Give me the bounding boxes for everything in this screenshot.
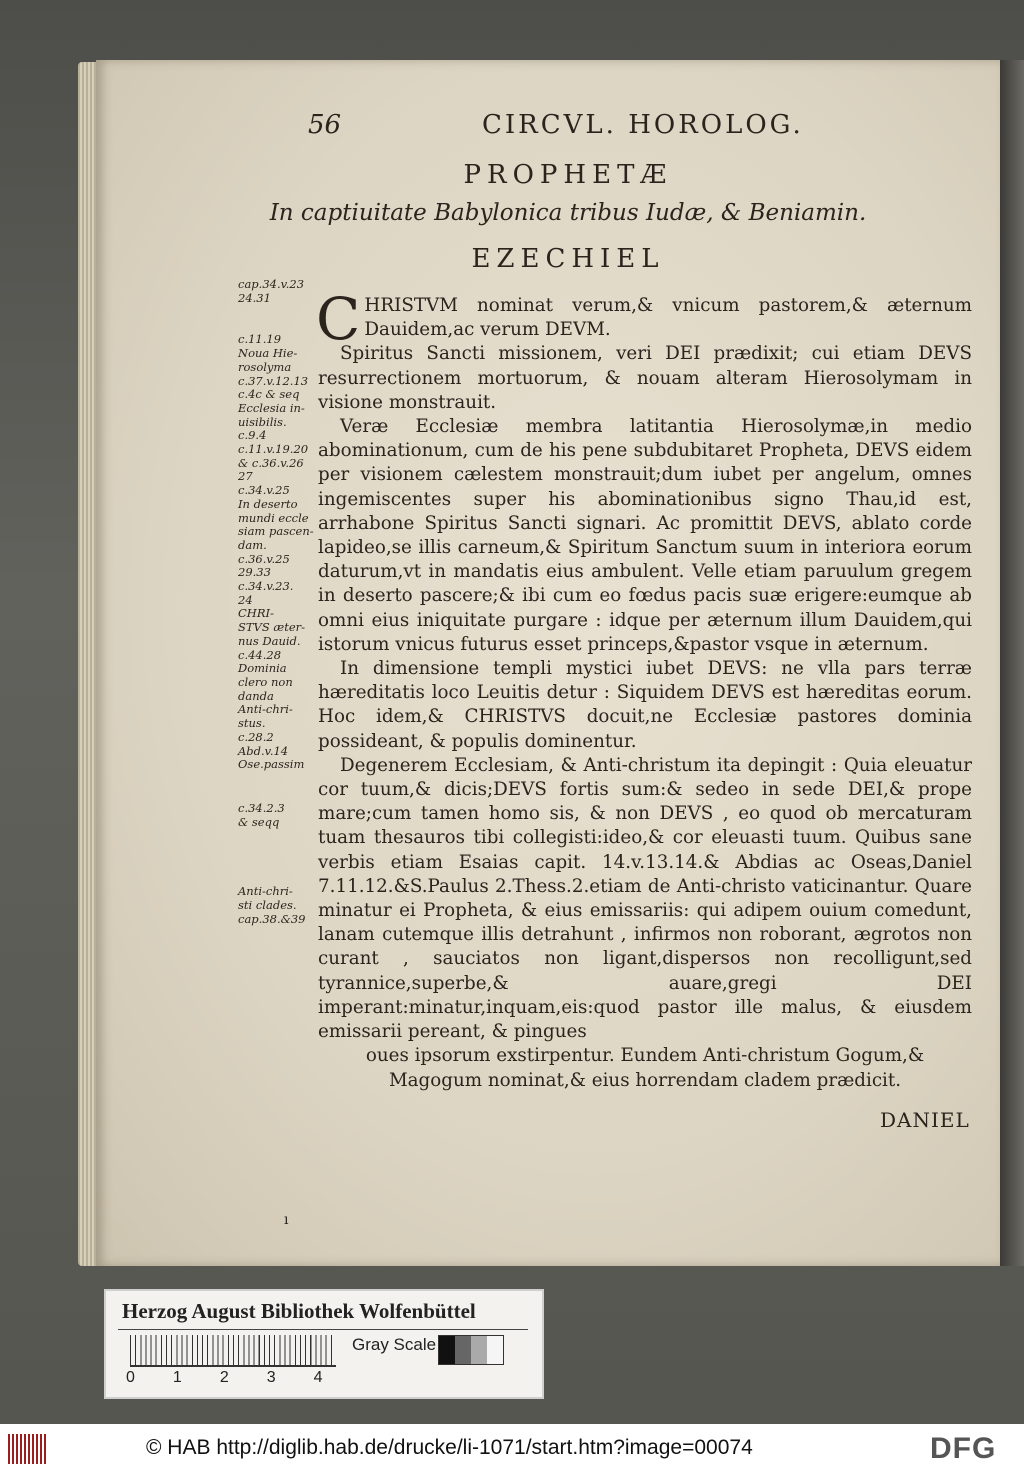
margin-note: Anti-chri- (238, 884, 293, 899)
scale-digit: 2 (219, 1369, 229, 1386)
margin-note: c.34.v.25 (238, 483, 290, 498)
margin-note: cap.34.v.23 (238, 277, 305, 291)
page-subtitle: In captiuitate Babylonica tribus Iudæ, & Beniamin. (269, 200, 867, 226)
margin-note: Abd.v.14 (238, 743, 289, 758)
paragraph: Degenerem Ecclesiam, & Anti-christum ita depingit : Quia eleuatur cor tuum,& dicis;DEVS fortis sum:& sedeo in sede DEI,& prope mare;cum tamen homo sis, & non DEVS , eo quod ob mercaturam tuam thesauros tibi collegisti:ideo,& cor eleuasti tuum. Quibus sane verbis etiam Esaias capit. 14.v.13.14.& Abdias ac Oseas,Daniel 7.11.12.&S.Paulus 2.Thess.2.etiam de Anti-christo vaticinantur. Quare minatur ei Propheta, & eius emissariis: qui adipem ouium comedunt, lanam cutemque illis detrahunt , infirmos non roborant, ægrotos non curant , sauciatos non ligant,dispersos non recolligunt,sed tyrannice,superbe,& auare,gregi DEI imperant:minatur,inquam,eis:quod pastor ille malus, & eiusdem emissarii pereant, & pingues (318, 754, 972, 1043)
paragraph-closing: oues ipsorum exstirpentur. Eundem Anti-christum Gogum,& Magogum nominat,& eius horrendam cladem prædicit. (365, 1045, 925, 1091)
scale-digits (126, 1369, 366, 1387)
margin-note: c.9.4 (238, 428, 267, 443)
drop-initial: C (316, 285, 361, 353)
hab-logo-icon (8, 1434, 48, 1464)
margin-note: siam pascen- (238, 524, 314, 539)
scale-digit: 3 (266, 1369, 276, 1386)
margin-note: cap.38.&39 (238, 911, 306, 926)
margin-note: c.11.19 (238, 332, 282, 347)
page-title: PROPHETÆ (463, 160, 673, 190)
divider (118, 1329, 528, 1330)
margin-note: c.34.v.23. (238, 579, 294, 594)
margin-note: c.4c & seq (238, 387, 300, 402)
margin-note: & c.36.v.26 (238, 455, 304, 470)
margin-note: In deserto (238, 496, 298, 511)
margin-note: STVS æter- (238, 620, 306, 635)
institution-name: Herzog August Bibliothek Wolfenbüttel (122, 1299, 476, 1323)
margin-note: stus. (238, 716, 266, 731)
scale-digit: 0 (126, 1369, 135, 1386)
scale-digit: 4 (313, 1369, 323, 1386)
margin-note: mundi eccle (238, 510, 309, 525)
facing-page-strip (1000, 60, 1024, 1266)
page-header (96, 110, 1000, 150)
margin-note: Anti-chri- (238, 702, 293, 717)
catchword: DANIEL (880, 1108, 970, 1132)
margin-note: 29.33 (238, 565, 271, 580)
margin-note: c.28.2 (238, 729, 274, 744)
margin-note: 27 (238, 469, 253, 484)
margin-note: nus Dauid. (238, 633, 301, 648)
paragraph: In dimensione templi mystici iubet DEVS: ne vlla pars terræ hæreditatis loco Leuitis detur : Siquidem DEVS est hæreditas eorum. Hoc idem,& CHRISTVS docuit,ne Ecclesiæ pastores dominia possideant, & populis dominentur. (318, 658, 972, 752)
margin-note: rosolyma (238, 359, 292, 374)
paragraph: Spiritus Sancti missionem, veri DEI prædixit; cui etiam DEVS resurrectionem mortuorum, & nouam alteram Hierosolymam in visione monstrauit. (318, 343, 972, 413)
margin-note: c.37.v.12.13 (238, 373, 309, 388)
gray-swatches (438, 1335, 504, 1365)
margin-note: uisibilis. (238, 414, 287, 429)
gray-swatch (487, 1336, 503, 1364)
footer-credit: © HAB http://diglib.hab.de/drucke/li-1071/start.htm?image=00074 (146, 1436, 753, 1459)
footer-bar (0, 1424, 1024, 1473)
dfg-logo: DFG (930, 1432, 997, 1465)
paragraph: HRISTVM nominat verum,& vnicum pastorem,& æternum Dauidem,ac verum DEVM. (364, 295, 972, 341)
paragraph: Veræ Ecclesiæ membra latitantia Hierosolymæ,in medio abominationum, cum de his pene subdubitaret Propheta, DEVS eidem per visionem cælestem monstrauit;dum iubet per angelum, omnes ingemiscentes super his abominationibus signo Thau,id est, arrhabone Spiritus Sancti signari. Ac promittit DEVS, ablato corde lapideo,se illis carneum,& Spiritum Sanctum suum in interiora eorum daturum,vt in mandatis eius ambulent. Velle etiam paruulum gregem in deserto pascere;& ibi cum eo fœdus pacis suæ erigere:eumque ab omni eius iniquitate purgare : idque per æternum illum Dauidem,qui istorum vnicus futurus esset princeps,&pastor vsque in æternum. (318, 416, 972, 655)
margin-note: clero non (238, 674, 293, 689)
scale-ruler (130, 1335, 336, 1367)
margin-note: 24.31 (238, 290, 271, 305)
running-head: CIRCVL. HOROLOG. (482, 110, 804, 140)
margin-note: Ose.passim (238, 757, 305, 772)
margin-notes (238, 278, 320, 926)
gray-swatch (439, 1336, 455, 1364)
margin-note: 24 (238, 592, 253, 607)
gray-swatch (471, 1336, 487, 1364)
margin-note: c.11.v.19.20 (238, 442, 309, 457)
margin-note: c.44.28 (238, 647, 282, 662)
section-heading: EZECHIEL (471, 244, 665, 274)
color-scale-card (104, 1289, 544, 1399)
body-text (316, 285, 972, 1093)
book-page (96, 60, 1000, 1266)
margin-note: Ecclesia in- (238, 400, 305, 415)
gray-swatch (455, 1336, 471, 1364)
margin-note: Noua Hie- (238, 346, 298, 361)
margin-note: c.36.v.25 (238, 551, 290, 566)
scale-digit: 1 (172, 1369, 182, 1386)
margin-note: CHRI- (238, 606, 274, 621)
margin-note: c.34.2.3 (238, 800, 285, 815)
margin-note: danda (238, 688, 274, 703)
margin-note: sti clades. (238, 898, 297, 913)
margin-note: & seqq (238, 814, 280, 829)
margin-note: Dominia (238, 661, 287, 676)
page-number: 56 (308, 110, 342, 140)
margin-note: dam. (238, 537, 267, 552)
gray-scale-label: Gray Scale (352, 1335, 437, 1354)
stray-mark: ı (284, 1212, 289, 1228)
